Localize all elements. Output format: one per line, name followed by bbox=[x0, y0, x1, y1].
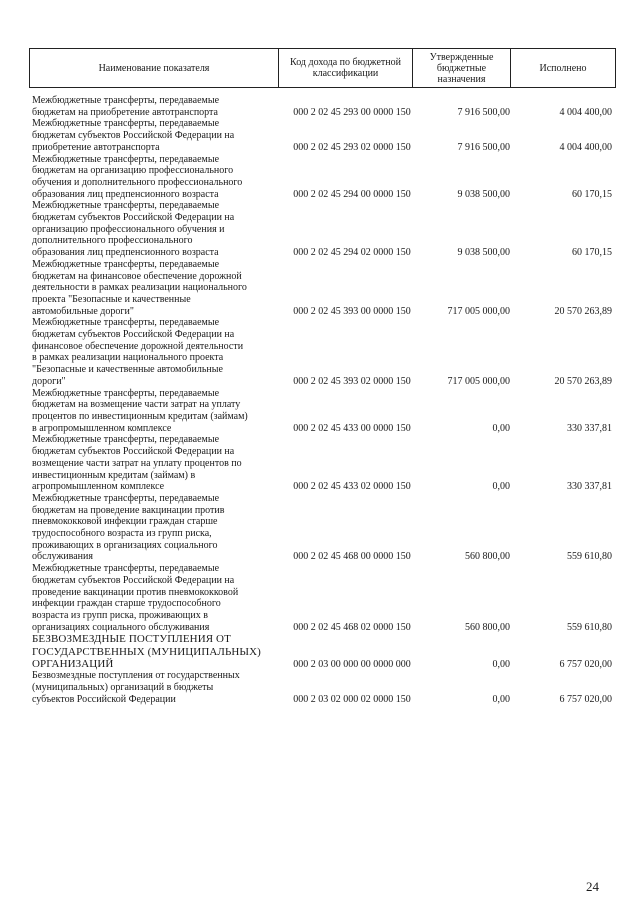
row-code: 000 2 02 45 293 02 0000 150 bbox=[293, 141, 411, 153]
row-done: 559 610,80 bbox=[567, 551, 612, 563]
row-plan: 7 916 500,00 bbox=[457, 106, 510, 118]
row-done: 60 170,15 bbox=[572, 188, 612, 200]
row-name: Межбюджетные трансферты, передаваемые бюджетам субъектов Российской Федерации на организацию профессионального обучения и дополнительного профессионального образования лиц предпенсионного возраста bbox=[32, 200, 235, 259]
row-name: Безвозмездные поступления от государственных (муниципальных) организаций в бюджеты субъектов Российской Федерации bbox=[32, 670, 240, 705]
row-name: Межбюджетные трансферты, передаваемые бюджетам на проведение вакцинации против пневмококковой инфекции граждан старше трудоспособного возраста из групп риска, проживающих в организациях социального обслуживания bbox=[32, 492, 225, 563]
row-plan: 0,00 bbox=[492, 693, 510, 705]
row-done: 330 337,81 bbox=[567, 422, 612, 434]
row-plan: 717 005 000,00 bbox=[447, 305, 510, 317]
row-name: Межбюджетные трансферты, передаваемые бюджетам субъектов Российской Федерации на возмещение части затрат на уплату процентов по инвестиционным кредитам (займам) в агропромышленном комплексе bbox=[32, 434, 242, 493]
row-name: Межбюджетные трансферты, передаваемые бюджетам на финансовое обеспечение дорожной деятельности в рамках реализации национального проекта "Безопасные и качественные автомобильные дороги" bbox=[32, 258, 247, 317]
row-plan: 9 038 500,00 bbox=[457, 188, 510, 200]
row-plan: 560 800,00 bbox=[465, 621, 510, 633]
row-done: 20 570 263,89 bbox=[554, 305, 612, 317]
table-row bbox=[32, 670, 612, 705]
table-row bbox=[32, 388, 612, 435]
page-number: 24 bbox=[586, 879, 599, 894]
row-code: 000 2 02 45 433 02 0000 150 bbox=[293, 481, 411, 493]
row-code: 000 2 02 45 468 02 0000 150 bbox=[293, 621, 411, 633]
header-plan: Утвержденные бюджетные назначения bbox=[413, 49, 511, 87]
row-plan: 717 005 000,00 bbox=[447, 375, 510, 387]
table-header bbox=[29, 48, 616, 88]
row-plan: 0,00 bbox=[492, 422, 510, 434]
table-row bbox=[32, 434, 612, 493]
row-done: 330 337,81 bbox=[567, 481, 612, 493]
table-row bbox=[32, 95, 612, 118]
header-code: Код дохода по бюджетной классификации bbox=[279, 49, 413, 87]
table-row bbox=[32, 259, 612, 318]
row-name: Межбюджетные трансферты, передаваемые бюджетам субъектов Российской Федерации на приобретение автотранспорта bbox=[32, 118, 235, 153]
table-body bbox=[32, 95, 612, 705]
row-code: 000 2 02 45 433 00 0000 150 bbox=[293, 422, 411, 434]
row-plan: 0,00 bbox=[492, 658, 510, 670]
header-name: Наименование показателя bbox=[30, 49, 279, 87]
table-row bbox=[32, 200, 612, 259]
row-code: 000 2 02 45 393 02 0000 150 bbox=[293, 375, 411, 387]
row-plan: 7 916 500,00 bbox=[457, 141, 510, 153]
header-done: Исполнено bbox=[539, 62, 587, 74]
row-code: 000 2 02 45 293 00 0000 150 bbox=[293, 106, 411, 118]
row-code: 000 2 02 45 294 00 0000 150 bbox=[293, 188, 411, 200]
row-done: 4 004 400,00 bbox=[559, 106, 612, 118]
row-code: 000 2 03 00 000 00 0000 000 bbox=[293, 658, 411, 670]
row-name: Межбюджетные трансферты, передаваемые бюджетам на возмещение части затрат на уплату процентов по инвестиционным кредитам (займам) в агропромышленном комплексе bbox=[32, 387, 248, 434]
row-plan: 9 038 500,00 bbox=[457, 247, 510, 259]
table-row bbox=[32, 317, 612, 387]
table-row bbox=[32, 633, 612, 670]
row-done: 60 170,15 bbox=[572, 247, 612, 259]
row-name: БЕЗВОЗМЕЗДНЫЕ ПОСТУПЛЕНИЯ ОТ ГОСУДАРСТВЕННЫХ (МУНИЦИПАЛЬНЫХ) ОРГАНИЗАЦИЙ bbox=[32, 633, 261, 670]
row-plan: 0,00 bbox=[492, 481, 510, 493]
row-code: 000 2 02 45 393 00 0000 150 bbox=[293, 305, 411, 317]
row-name: Межбюджетные трансферты, передаваемые бюджетам на организацию профессионального обучения и дополнительного профессионального образования лиц предпенсионного возраста bbox=[32, 153, 243, 200]
row-done: 6 757 020,00 bbox=[559, 658, 612, 670]
table-row bbox=[32, 493, 612, 563]
row-name: Межбюджетные трансферты, передаваемые бюджетам на приобретение автотранспорта bbox=[32, 95, 220, 118]
row-name: Межбюджетные трансферты, передаваемые бюджетам субъектов Российской Федерации на проведение вакцинации против пневмококковой инфекции граждан старше трудоспособного возраста из групп риска, проживающих в организациях социального обслуживания bbox=[32, 563, 239, 633]
table-row bbox=[32, 118, 612, 153]
row-code: 000 2 02 45 294 02 0000 150 bbox=[293, 247, 411, 259]
row-code: 000 2 03 02 000 02 0000 150 bbox=[293, 693, 411, 705]
row-done: 559 610,80 bbox=[567, 621, 612, 633]
row-done: 4 004 400,00 bbox=[559, 141, 612, 153]
row-done: 20 570 263,89 bbox=[554, 375, 612, 387]
row-plan: 560 800,00 bbox=[465, 551, 510, 563]
row-done: 6 757 020,00 bbox=[559, 693, 612, 705]
row-name: Межбюджетные трансферты, передаваемые бюджетам субъектов Российской Федерации на финансовое обеспечение дорожной деятельности в рамках реализации национального проекта "Безопасные и качественные автомобильные дороги" bbox=[32, 317, 244, 387]
table-row bbox=[32, 154, 612, 201]
table-row bbox=[32, 563, 612, 633]
row-code: 000 2 02 45 468 00 0000 150 bbox=[293, 551, 411, 563]
